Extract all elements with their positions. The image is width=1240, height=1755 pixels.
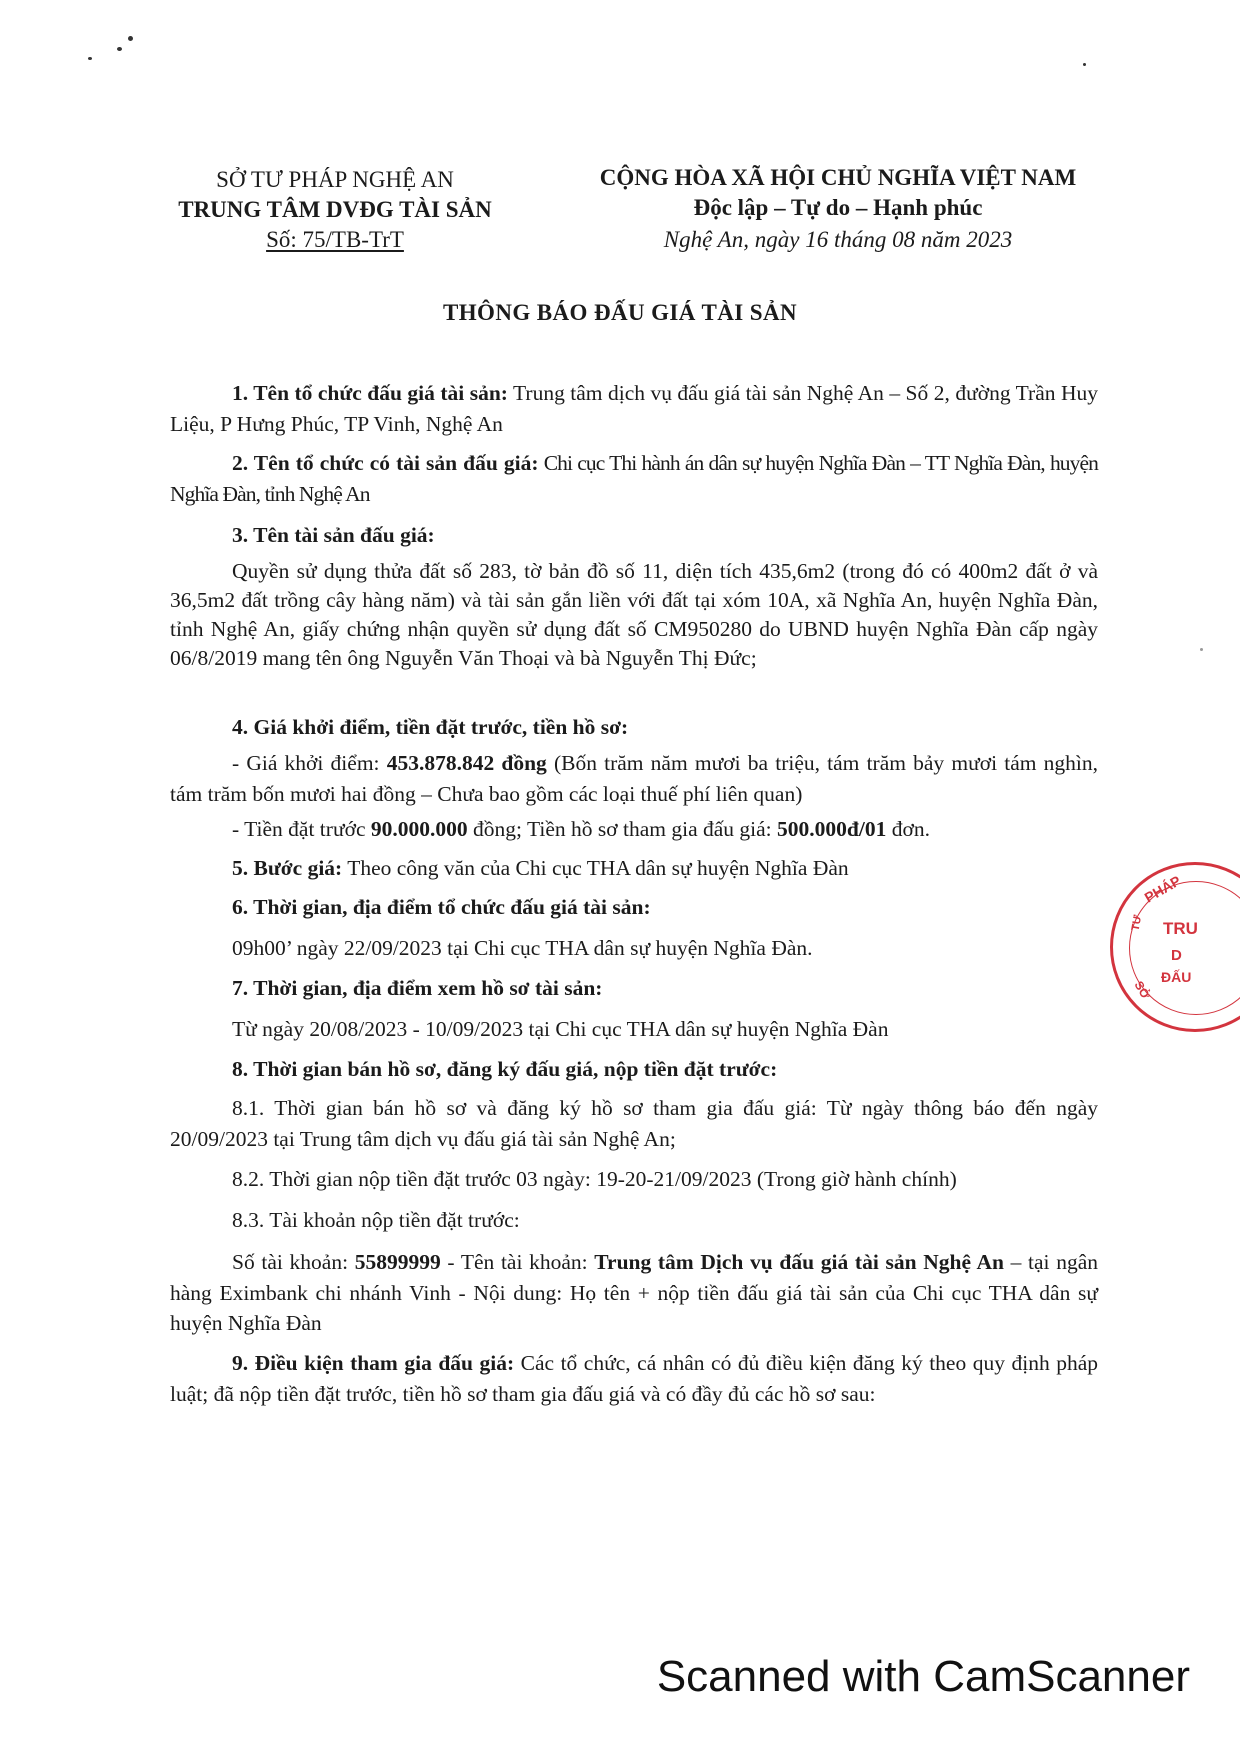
header-left bbox=[140, 165, 530, 255]
account-number: 55899999 bbox=[354, 1250, 441, 1274]
fee-value: 500.000đ/01 bbox=[777, 817, 887, 841]
section-5-label: 5. Bước giá: bbox=[232, 856, 343, 880]
document-number: Số: 75/TB-TrT bbox=[266, 227, 404, 252]
camscanner-watermark: Scanned with CamScanner bbox=[656, 1652, 1190, 1701]
section-6-label: 6. Thời gian, địa điểm tổ chức đấu giá tài sản: bbox=[232, 895, 651, 919]
section-4-label: 4. Giá khởi điểm, tiền đặt trước, tiền hồ sơ: bbox=[232, 715, 629, 739]
header-right bbox=[548, 163, 1128, 255]
section-9-text: Các tổ chức, cá nhân có đủ điều kiện đăng ký theo quy định pháp luật; đã nộp tiền đặt trước, tiền hồ sơ tham gia đấu giá và có đầy đủ các hồ sơ sau: bbox=[170, 1351, 1098, 1406]
national-motto: Độc lập – Tự do – Hạnh phúc bbox=[693, 195, 983, 220]
section-6-text: 09h00’ ngày 22/09/2023 tại Chi cục THA dân sự huyện Nghĩa Đàn. bbox=[232, 936, 813, 960]
starting-price-value: 453.878.842 đồng bbox=[386, 751, 547, 775]
section-9-label: 9. Điều kiện tham gia đấu giá: bbox=[232, 1351, 515, 1375]
starting-price: - Giá khởi điểm: 453.878.842 đồng (Bốn trăm năm mươi ba triệu, tám trăm bảy mươi tám nghìn, tám trăm bốn mươi hai đồng – Chưa bao gồm các loại thuế phí liên quan) bbox=[170, 751, 1098, 806]
issue-date: Nghệ An, ngày 16 tháng 08 năm 2023 bbox=[663, 227, 1013, 252]
deposit-line: - Tiền đặt trước 90.000.000 đồng; Tiền hồ sơ tham gia đấu giá: 500.000đ/01 đơn. bbox=[232, 817, 930, 841]
section-7-text: Từ ngày 20/08/2023 - 10/09/2023 tại Chi cục THA dân sự huyện Nghĩa Đàn bbox=[232, 1017, 889, 1041]
section-8-3: 8.3. Tài khoản nộp tiền đặt trước: bbox=[232, 1208, 520, 1232]
deposit-value: 90.000.000 bbox=[370, 817, 468, 841]
section-8-label: 8. Thời gian bán hồ sơ, đăng ký đấu giá, nộp tiền đặt trước: bbox=[232, 1057, 778, 1081]
section-1-text: Trung tâm dịch vụ đấu giá tài sản Nghệ An – Số 2, đường Trần Huy Liệu, P Hưng Phúc, TP Vinh, Nghệ An bbox=[170, 381, 1098, 436]
agency-parent: SỞ TƯ PHÁP NGHỆ AN bbox=[216, 167, 454, 192]
section-1-label: 1. Tên tổ chức đấu giá tài sản: bbox=[232, 381, 508, 405]
bank-account: Số tài khoản: 55899999 - Tên tài khoản: Trung tâm Dịch vụ đấu giá tài sản Nghệ An – tại ngân hàng Eximbank chi nhánh Vinh - Nội dung: Họ tên + nộp tiền đấu giá tài sản của Chi cục THA dân sự huyện Nghĩa Đàn bbox=[170, 1250, 1098, 1335]
agency-name: TRUNG TÂM DVĐG TÀI SẢN bbox=[178, 197, 492, 222]
section-2-text: Chi cục Thi hành án dân sự huyện Nghĩa Đàn – TT Nghĩa Đàn, huyện Nghĩa Đàn, tỉnh Nghệ An bbox=[170, 451, 1098, 506]
section-2 bbox=[170, 448, 1098, 509]
section-1 bbox=[170, 378, 1098, 439]
national-title: CỘNG HÒA XÃ HỘI CHỦ NGHĨA VIỆT NAM bbox=[599, 165, 1077, 190]
red-seal-stamp: PHÁP TRU D ĐẤU SỞ TƯ bbox=[1110, 862, 1240, 1032]
section-7-label: 7. Thời gian, địa điểm xem hồ sơ tài sản: bbox=[232, 976, 603, 1000]
section-8-2: 8.2. Thời gian nộp tiền đặt trước 03 ngày: 19-20-21/09/2023 (Trong giờ hành chính) bbox=[232, 1167, 957, 1191]
page-title: THÔNG BÁO ĐẤU GIÁ TÀI SẢN bbox=[443, 300, 797, 325]
section-8-1: 8.1. Thời gian bán hồ sơ và đăng ký hồ sơ tham gia đấu giá: Từ ngày thông báo đến ngày 20/09/2023 tại Trung tâm dịch vụ đấu giá tài sản Nghệ An; bbox=[170, 1096, 1098, 1151]
section-2-label: 2. Tên tổ chức có tài sản đấu giá: bbox=[232, 451, 539, 475]
section-5-text: Theo công văn của Chi cục THA dân sự huyện Nghĩa Đàn bbox=[342, 856, 849, 880]
section-9 bbox=[170, 1348, 1098, 1409]
section-5 bbox=[232, 853, 849, 883]
section-3-label: 3. Tên tài sản đấu giá: bbox=[232, 523, 435, 547]
section-3-text: Quyền sử dụng thửa đất số 283, tờ bản đồ số 11, diện tích 435,6m2 (trong đó có 400m2 đất ở và 36,5m2 đất trồng cây hàng năm) và tài sản gắn liền với đất tại xóm 10A, xã Nghĩa An, huyện Nghĩa Đàn, tỉnh Nghệ An, giấy chứng nhận quyền sử dụng đất số CM950280 do UBND huyện Nghĩa Đàn cấp ngày 06/8/2019 mang tên ông Nguyễn Văn Thoại và bà Nguyễn Thị Đức; bbox=[170, 559, 1098, 670]
account-name: Trung tâm Dịch vụ đấu giá tài sản Nghệ An bbox=[594, 1250, 1004, 1274]
